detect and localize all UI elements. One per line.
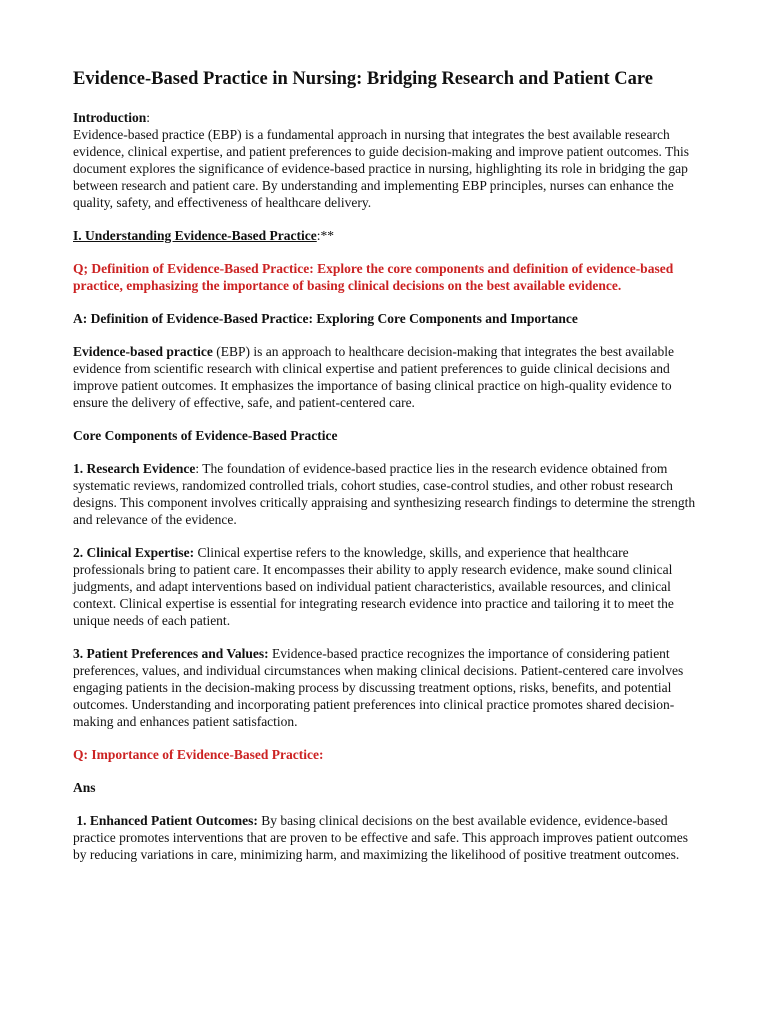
question-importance: Q: Importance of Evidence-Based Practice: xyxy=(73,747,324,762)
answer-label: Ans xyxy=(73,780,96,795)
core-item-expertise-label: 2. Clinical Expertise: xyxy=(73,545,195,560)
importance-item-outcomes xyxy=(73,812,698,863)
ebp-definition-text: (EBP) is an approach to healthcare decision-making that integrates the best available evidence from scientific research with clinical expertise and patient preferences to guide clinical decisions and improve patient outcomes. It emphasizes the importance of basing clinical practice on high-quality evidence to ensure the delivery of effective, safe, and patient-centered care. xyxy=(73,344,674,410)
answer-definition-heading: A: Definition of Evidence-Based Practice: Exploring Core Components and Importance xyxy=(73,311,578,326)
importance-item-outcomes-label: 1. Enhanced Patient Outcomes: xyxy=(73,813,258,828)
intro-colon: : xyxy=(146,110,151,125)
core-item-research-label: 1. Research Evidence xyxy=(73,461,196,476)
core-item-research xyxy=(73,460,698,528)
core-item-expertise xyxy=(73,544,698,629)
core-item-expertise-text: Clinical expertise refers to the knowledge, skills, and experience that healthcare professionals bring to patient care. It encompasses their ability to apply research evidence, make sound clinical judgments, and adapt interventions based on individual patient characteristics, available resources, and clinical context. Clinical expertise is essential for integrating research evidence into practice and tailoring it to meet the unique needs of each patient. xyxy=(73,545,674,628)
intro-heading xyxy=(73,109,698,126)
section1-title: I. Understanding Evidence-Based Practice xyxy=(73,228,317,243)
core-item-preferences xyxy=(73,645,698,730)
importance-item-outcomes-text: By basing clinical decisions on the best available evidence, evidence-based practice promotes interventions that are proven to be effective and safe. This approach improves patient outcomes by reducing variations in care, minimizing harm, and maximizing the likelihood of positive treatment outcomes. xyxy=(73,813,689,862)
question-definition: Q; Definition of Evidence-Based Practice: Explore the core components and definition of evidence-based practice, emphasizing the importance of basing clinical decisions on the best available evidence. xyxy=(73,261,674,293)
section1-heading xyxy=(73,227,698,244)
section1-suffix: :** xyxy=(316,228,335,243)
intro-paragraph: Evidence-based practice (EBP) is a fundamental approach in nursing that integrates the best available research evidence, clinical expertise, and patient preferences to guide decision-making and improve patient outcomes. This document explores the significance of evidence-based practice in nursing, highlighting its role in bridging the gap between research and patient care. By understanding and implementing EBP principles, nurses can enhance the quality, safety, and effectiveness of healthcare delivery. xyxy=(73,127,690,210)
core-item-preferences-text: Evidence-based practice recognizes the importance of considering patient preferences, values, and individual circumstances when making clinical decisions. Patient-centered care involves engaging patients in the decision-making process by discussing treatment options, risks, benefits, and potential outcomes. Understanding and incorporating patient preferences into clinical practice promotes shared decision-making and enhances patient satisfaction. xyxy=(73,646,684,729)
core-item-research-text: : The foundation of evidence-based practice lies in the research evidence obtained from systematic reviews, randomized controlled trials, cohort studies, case-control studies, and other robust research designs. This component involves critically appraising and synthesizing research findings to determine the strength and relevance of the evidence. xyxy=(73,461,696,527)
core-components-heading: Core Components of Evidence-Based Practice xyxy=(73,428,338,443)
core-item-preferences-label: 3. Patient Preferences and Values: xyxy=(73,646,269,661)
ebp-definition-paragraph xyxy=(73,343,698,411)
document-title: Evidence-Based Practice in Nursing: Bridging Research and Patient Care xyxy=(73,69,653,89)
intro-label: Introduction xyxy=(73,110,147,125)
ebp-term: Evidence-based practice xyxy=(73,344,213,359)
